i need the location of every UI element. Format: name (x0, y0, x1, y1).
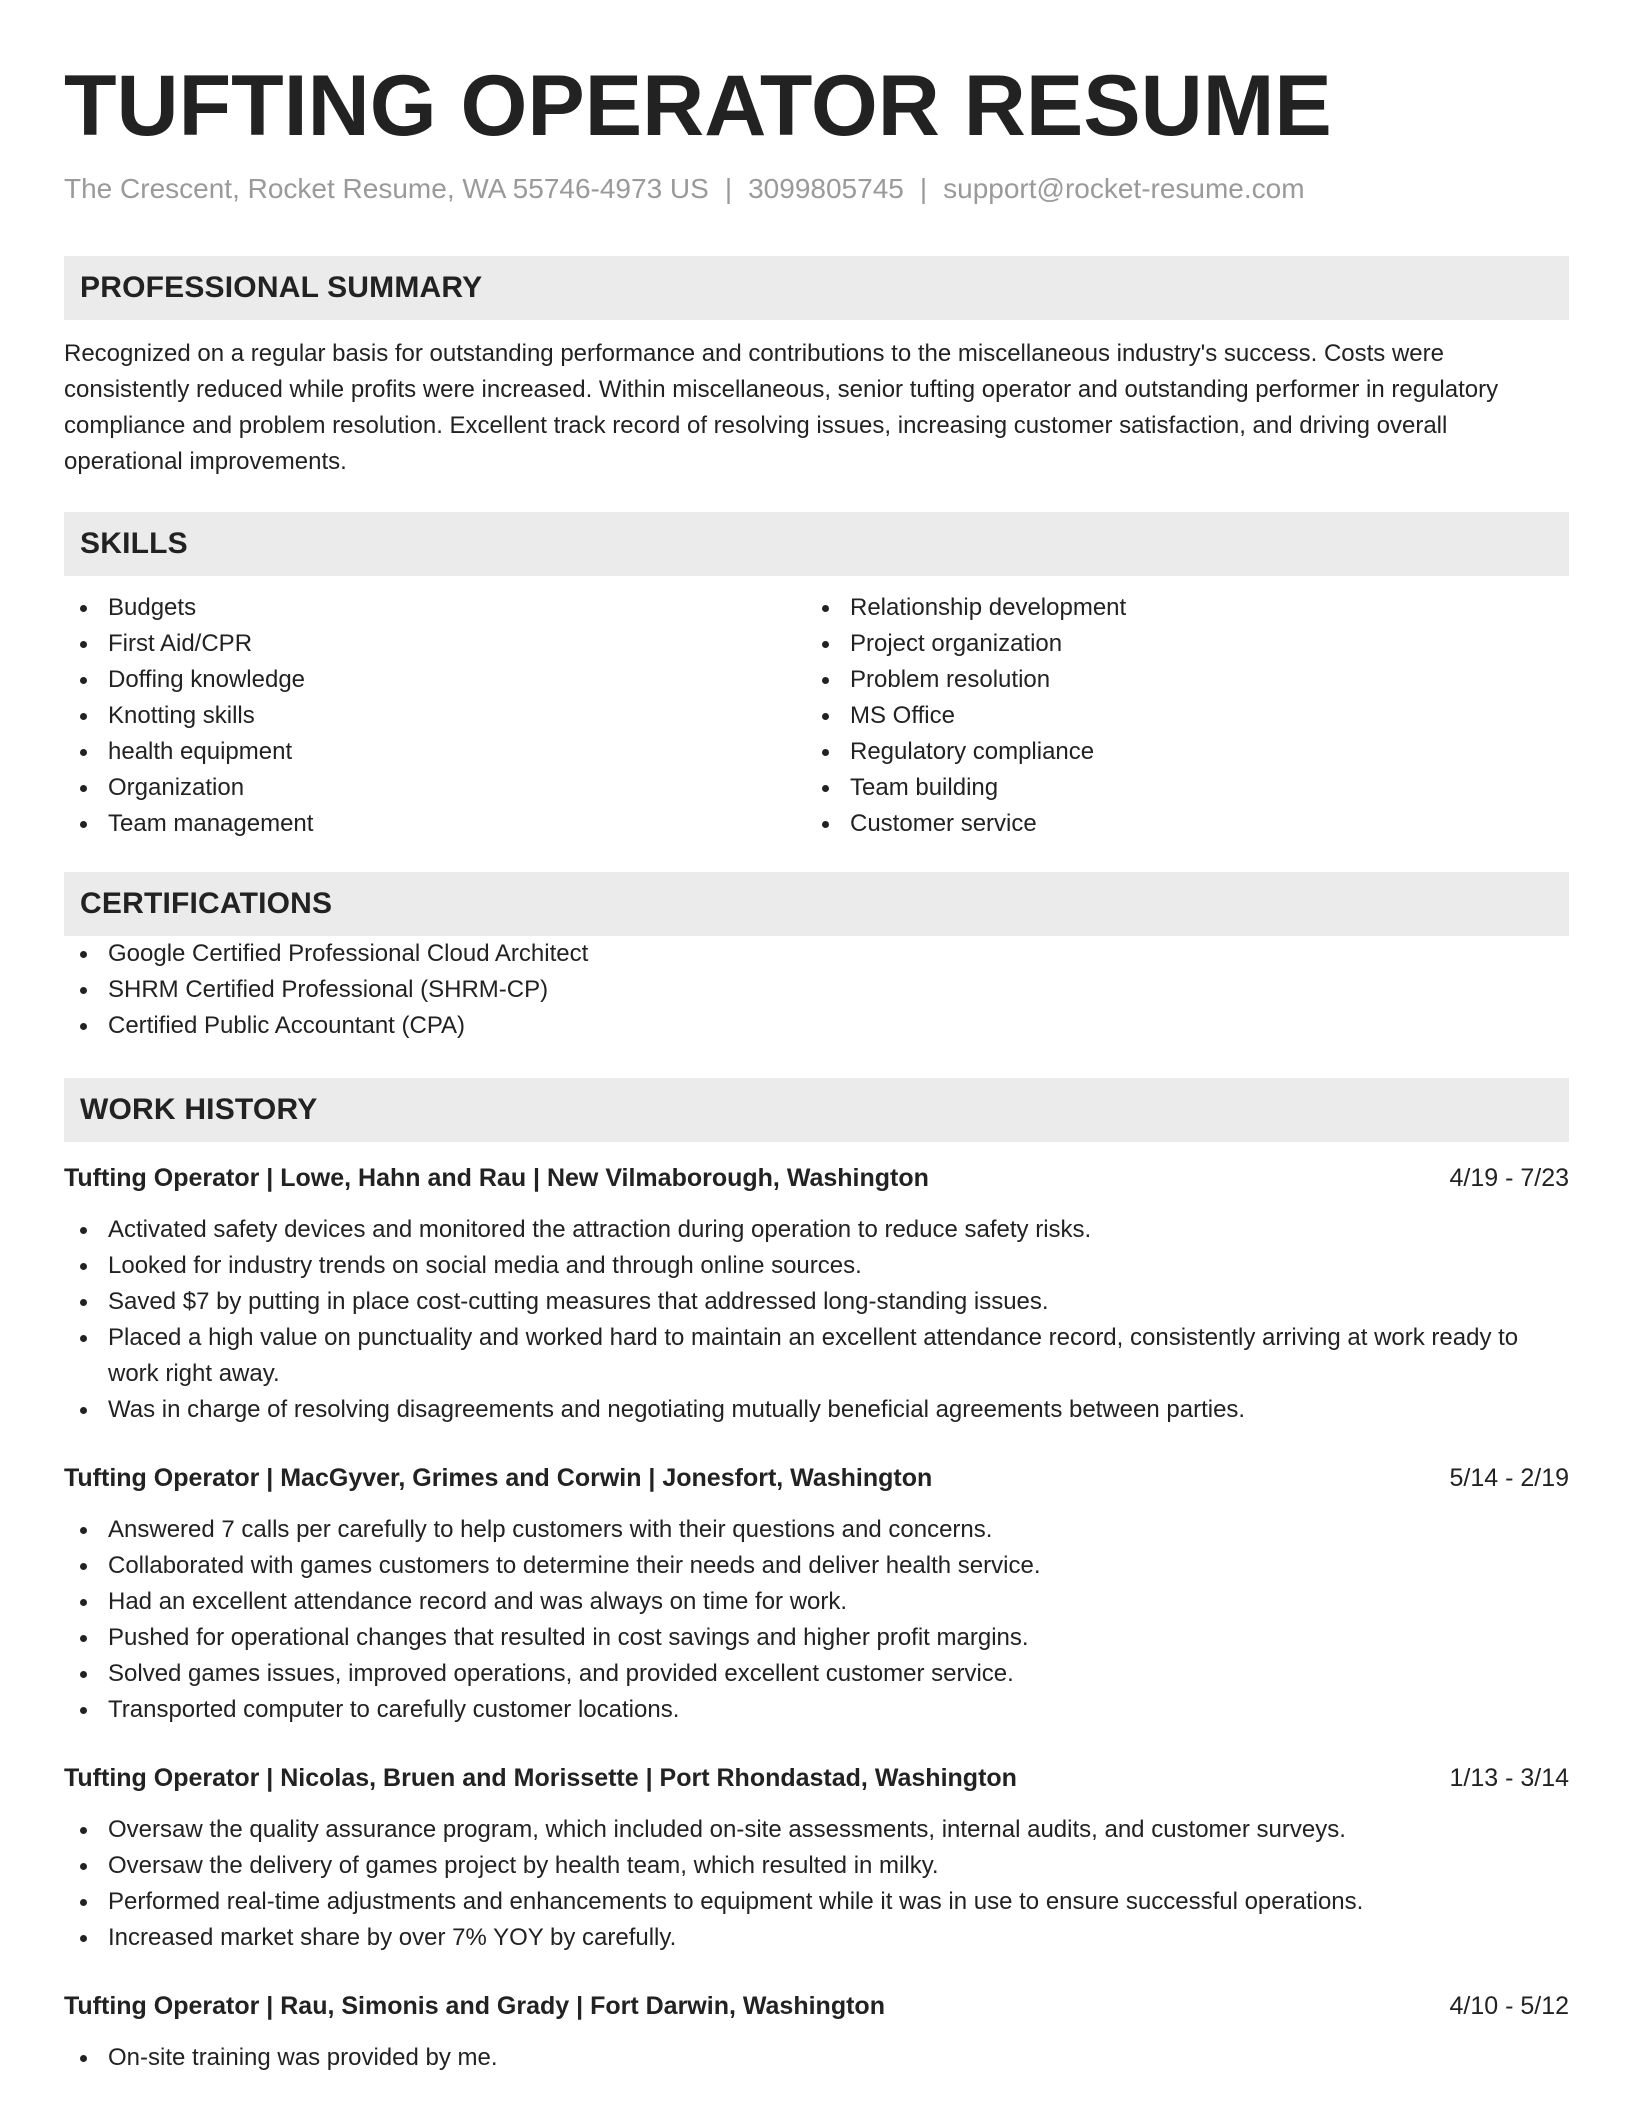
skill-item: Budgets (64, 590, 806, 626)
skill-item: Team building (806, 770, 1548, 806)
skill-item: Project organization (806, 626, 1548, 662)
job-dates: 4/19 - 7/23 (1449, 1164, 1569, 1192)
job-header (64, 1160, 1569, 1196)
contact-phone: 3099805745 (748, 173, 904, 204)
job-title: Tufting Operator | Rau, Simonis and Grady | Fort Darwin, Washington (64, 1992, 885, 2020)
skills-grid (64, 590, 1569, 842)
summary-heading: PROFESSIONAL SUMMARY (64, 256, 1569, 320)
job-bullet: Placed a high value on punctuality and worked hard to maintain an excellent attendance record, consistently arriving at work ready to work right away. (64, 1320, 1569, 1392)
job-bullets (64, 1812, 1569, 1956)
certification-item: SHRM Certified Professional (SHRM-CP) (64, 972, 1569, 1008)
skill-item: Customer service (806, 806, 1548, 842)
skills-list-right (806, 590, 1548, 842)
job-entry (64, 1460, 1569, 1728)
job-bullet: Answered 7 calls per carefully to help customers with their questions and concerns. (64, 1512, 1569, 1548)
certification-item: Google Certified Professional Cloud Architect (64, 936, 1569, 972)
job-bullet: Pushed for operational changes that resulted in cost savings and higher profit margins. (64, 1620, 1569, 1656)
job-bullet: Transported computer to carefully customer locations. (64, 1692, 1569, 1728)
resume-title: TUFTING OPERATOR RESUME (64, 58, 1332, 154)
job-header (64, 1760, 1569, 1796)
resume-page (64, 0, 1569, 2076)
skill-item: Regulatory compliance (806, 734, 1548, 770)
skill-item: Organization (64, 770, 806, 806)
job-bullet: Increased market share by over 7% YOY by carefully. (64, 1920, 1569, 1956)
job-dates: 5/14 - 2/19 (1449, 1464, 1569, 1492)
skill-item: Team management (64, 806, 806, 842)
contact-email: support@rocket-resume.com (943, 173, 1305, 204)
job-bullets (64, 2040, 1569, 2076)
certification-item: Certified Public Accountant (CPA) (64, 1008, 1569, 1044)
skill-item: First Aid/CPR (64, 626, 806, 662)
job-title: Tufting Operator | MacGyver, Grimes and Corwin | Jonesfort, Washington (64, 1464, 933, 1492)
job-bullet: Looked for industry trends on social media and through online sources. (64, 1248, 1569, 1284)
job-header (64, 1988, 1569, 2024)
job-dates: 1/13 - 3/14 (1449, 1764, 1569, 1792)
certifications-heading: CERTIFICATIONS (64, 872, 1569, 936)
skills-list-left (64, 590, 806, 842)
skill-item: health equipment (64, 734, 806, 770)
job-bullet: Performed real-time adjustments and enhancements to equipment while it was in use to ensure successful operations. (64, 1884, 1569, 1920)
skills-column-left (64, 590, 806, 842)
job-bullet: Saved $7 by putting in place cost-cutting measures that addressed long-standing issues. (64, 1284, 1569, 1320)
job-entry (64, 1988, 1569, 2076)
skill-item: Problem resolution (806, 662, 1548, 698)
skills-heading: SKILLS (64, 512, 1569, 576)
skill-item: MS Office (806, 698, 1548, 734)
job-entry (64, 1160, 1569, 1428)
job-dates: 4/10 - 5/12 (1449, 1992, 1569, 2020)
job-title: Tufting Operator | Lowe, Hahn and Rau | New Vilmaborough, Washington (64, 1164, 929, 1192)
job-bullet: Had an excellent attendance record and was always on time for work. (64, 1584, 1569, 1620)
contact-line (64, 172, 1569, 206)
contact-separator: | (919, 173, 928, 204)
job-bullet: Oversaw the quality assurance program, which included on-site assessments, internal audits, and customer surveys. (64, 1812, 1569, 1848)
job-title: Tufting Operator | Nicolas, Bruen and Morissette | Port Rhondastad, Washington (64, 1764, 1017, 1792)
summary-text: Recognized on a regular basis for outstanding performance and contributions to the miscellaneous industry's success. Costs were consistently reduced while profits were increased. Within miscellaneous, senior tufting operator and outstanding performer in regulatory compliance and problem resolution. Excellent track record of resolving issues, increasing customer satisfaction, and driving overall operational improvements. (64, 340, 1499, 475)
job-bullet: On-site training was provided by me. (64, 2040, 1569, 2076)
contact-address: The Crescent, Rocket Resume, WA 55746-4973 US (64, 173, 709, 204)
job-header (64, 1460, 1569, 1496)
certifications-list (64, 936, 1569, 1044)
skill-item: Relationship development (806, 590, 1548, 626)
job-bullets (64, 1512, 1569, 1728)
job-entry (64, 1760, 1569, 1956)
skill-item: Knotting skills (64, 698, 806, 734)
skills-column-right (806, 590, 1548, 842)
job-bullet: Activated safety devices and monitored the attraction during operation to reduce safety risks. (64, 1212, 1569, 1248)
skill-item: Doffing knowledge (64, 662, 806, 698)
contact-separator: | (724, 173, 733, 204)
job-bullet: Oversaw the delivery of games project by health team, which resulted in milky. (64, 1848, 1569, 1884)
job-bullets (64, 1212, 1569, 1428)
work-history-heading: WORK HISTORY (64, 1078, 1569, 1142)
job-bullet: Solved games issues, improved operations, and provided excellent customer service. (64, 1656, 1569, 1692)
job-bullet: Was in charge of resolving disagreements and negotiating mutually beneficial agreements between parties. (64, 1392, 1569, 1428)
job-bullet: Collaborated with games customers to determine their needs and deliver health service. (64, 1548, 1569, 1584)
